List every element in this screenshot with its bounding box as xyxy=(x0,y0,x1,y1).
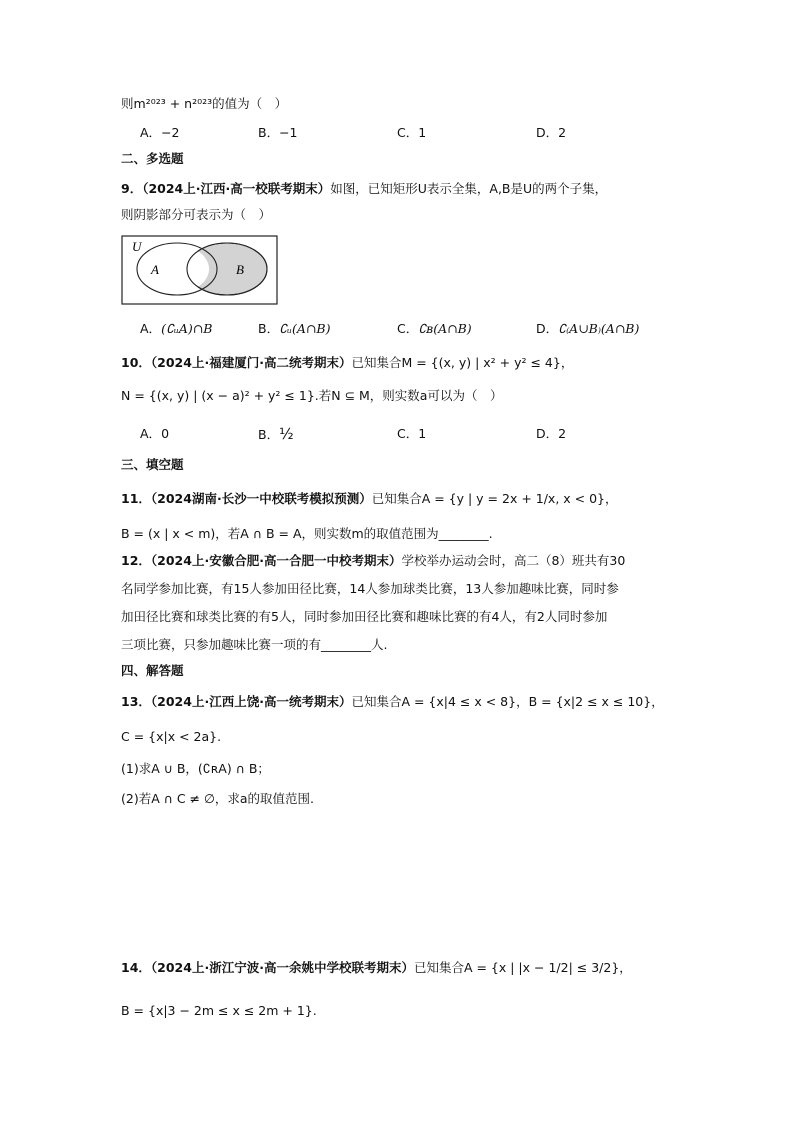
q10-option-a: A．0 xyxy=(140,426,170,441)
q10-option-c: C．1 xyxy=(397,426,427,441)
q12-line-3: 加田径比赛和球类比赛的有5人，同时参加田径比赛和趣味比赛的有4人，有2人同时参加 xyxy=(121,609,608,624)
set-b-label: B xyxy=(236,262,244,277)
q11-line-2: B = (x | x < m)，若A ∩ B = A，则实数m的取值范围为________. xyxy=(121,526,493,541)
q9-option-c: C．∁ʙ(A∩B) xyxy=(397,321,472,336)
q13-part-1: (1)求A ∪ B，(∁ʀA) ∩ B； xyxy=(121,761,270,776)
section-heading-solutions: 四、解答题 xyxy=(121,663,184,678)
q14-line-1: 14．（2024上·浙江宁波·高一余姚中学校联考期末）已知集合A = {x | |x − 1/2| ≤ 3/2}， xyxy=(121,960,632,975)
q9-line-2: 则阴影部分可表示为（ ） xyxy=(121,207,272,222)
q13-line-2: C = {x|x < 2a}. xyxy=(121,729,222,744)
q12-line-4: 三项比赛，只参加趣味比赛一项的有________人. xyxy=(121,637,388,652)
q8-option-a: A．−2 xyxy=(140,125,180,140)
q9-line-1: 9．（2024上·江西·高一校联考期末）如图，已知矩形U表示全集，A,B是U的两个子集， xyxy=(121,181,608,196)
q10-option-d: D．2 xyxy=(536,426,567,441)
q12-line-2: 名同学参加比赛，有15人参加田径比赛，14人参加球类比赛，13人参加趣味比赛，同时参 xyxy=(121,581,619,596)
q8-option-c: C．1 xyxy=(397,125,427,140)
q10-option-b: B．½ xyxy=(258,425,294,443)
q10-line-1: 10．（2024上·福建厦门·高二统考期末）已知集合M = {(x, y) | x² + y² ≤ 4}， xyxy=(121,355,574,370)
q8-option-d: D．2 xyxy=(536,125,567,140)
q13-part-2: (2)若A ∩ C ≠ ∅，求a的取值范围. xyxy=(121,791,315,806)
q10-line-2: N = {(x, y) | (x − a)² + y² ≤ 1}.若N ⊆ M，则实数a可以为（ ） xyxy=(121,388,503,403)
section-heading-fill-blank: 三、填空题 xyxy=(121,457,184,472)
venn-diagram xyxy=(121,235,279,307)
q14-line-2: B = {x|3 − 2m ≤ x ≤ 2m + 1}. xyxy=(121,1003,317,1018)
q9-option-b: B．∁ᵤ(A∩B) xyxy=(258,321,331,336)
set-a-label: A xyxy=(151,262,159,277)
q13-line-1: 13．（2024上·江西上饶·高一统考期末）已知集合A = {x|4 ≤ x < 8}，B = {x|2 ≤ x ≤ 10}， xyxy=(121,694,664,709)
universe-label: U xyxy=(132,239,142,254)
q9-option-d: D．∁₍A∪B₎(A∩B) xyxy=(536,321,640,336)
q8-option-b: B．−1 xyxy=(258,125,298,140)
q9-option-a: A．(∁ᵤA)∩B xyxy=(140,321,213,336)
section-heading-multi-choice: 二、多选题 xyxy=(121,151,184,166)
q8-stem: 则m²⁰²³ + n²⁰²³的值为（ ） xyxy=(121,96,288,111)
q12-line-1: 12．（2024上·安徽合肥·高一合肥一中校考期末）学校举办运动会时，高二（8）班共有30 xyxy=(121,553,626,568)
q11-line-1: 11．（2024湖南·长沙一中校联考模拟预测）已知集合A = {y | y = 2x + 1/x, x < 0}， xyxy=(121,491,618,506)
